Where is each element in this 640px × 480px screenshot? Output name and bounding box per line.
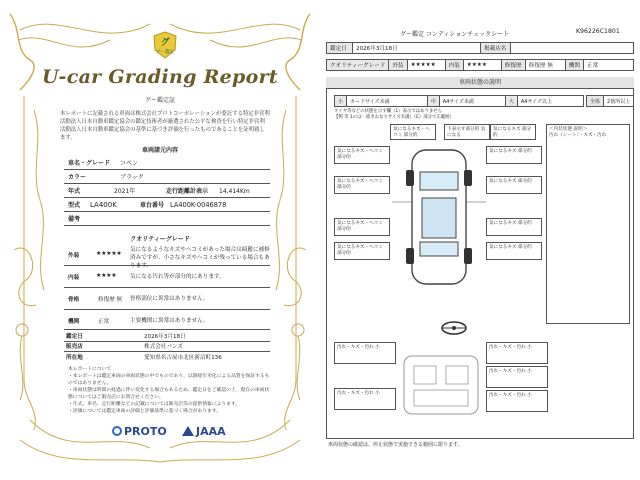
- interior-diagram: [400, 350, 482, 420]
- address-value: 愛知県名古屋市北区新沼町136: [144, 355, 222, 361]
- interior-stars: ★★★★: [463, 60, 501, 71]
- note-box-front-right: 気になるキズ 部分的: [486, 146, 542, 164]
- quality-desc: 骨格部位に異常はありません。: [130, 296, 209, 302]
- car-top-view-diagram: [392, 142, 486, 292]
- note-box-top-left: 気になるキズ・ヘコミ 部分的: [390, 124, 436, 140]
- spec-label: 車台番号: [140, 202, 165, 209]
- spec-row-model-chassis: [64, 198, 270, 212]
- quality-desc: 気になるようなキズやヘコミがあった場合は綺麗に補修済みですが、小さなキズやヘコミが残っている場合もあります。: [130, 247, 270, 269]
- report-notes: [68, 366, 273, 415]
- date-value: 2026年3月18日: [144, 334, 186, 340]
- size-large-label: 大: [505, 96, 517, 107]
- note-box-fender-left: 気になるキズ・ヘコミ 部分的: [334, 176, 390, 194]
- jaaa-mark-icon: [182, 426, 194, 436]
- date-line: [64, 332, 270, 342]
- interior-notes-text: 汚れ（シート）・キズ・汚れ: [549, 133, 607, 138]
- spec-value: コペン: [120, 160, 139, 167]
- range-whole-label: 全体: [587, 96, 604, 107]
- quality-section-title: クオリティーグレード: [130, 236, 190, 243]
- size-legend-table: [334, 95, 584, 107]
- quality-label: 外装: [68, 253, 80, 259]
- date-label: 鑑定日: [327, 43, 353, 54]
- range-multi-label: 2箇所以上: [604, 96, 634, 107]
- interior-stars: ★★★★: [96, 272, 117, 279]
- note-box-front-left: 気になるキズ・ヘコミ 部分的: [334, 146, 390, 164]
- size-medium-desc: A4サイズ未満: [439, 96, 505, 107]
- intro-text: 本レポートに記載される車両は株式会社プロトコーポレーションが委託する特定非営利活動法人日本自動車鑑定協会の鑑定技術者が厳選された公平な検査を行い特定非営利活動法人日本自動車鑑定協会の基準に基づき評価を行ったものであることを証明致します。: [60, 111, 270, 141]
- lower-note-left-2: 汚れ・キズ・汚れ 小: [334, 388, 396, 410]
- proto-logo: PROTO: [112, 425, 167, 438]
- quality-label: 内装: [68, 275, 80, 281]
- steering-wheel-icon: [440, 320, 468, 336]
- spec-row-color: [64, 170, 270, 184]
- quality-desc: 気になる汚れ等が部分的にあります。: [130, 274, 225, 280]
- spec-label: 備考: [68, 216, 81, 223]
- address-line: [64, 352, 270, 362]
- engine-value: 正常: [584, 60, 634, 71]
- sheet-header-table: [326, 42, 634, 54]
- exterior-stars: ★★★★★: [407, 60, 445, 71]
- interior-label: 内装: [445, 60, 463, 71]
- spec-value: LA400K: [90, 201, 117, 209]
- quality-row-interior: [64, 266, 270, 288]
- sheet-title: グー鑑定 コンディションチェックシート: [400, 31, 510, 38]
- spec-row-remarks: [64, 212, 270, 226]
- note-box-door-left: 気になるキズ・ヘコミ 部分的: [334, 218, 390, 236]
- address-label: 所在地: [66, 355, 83, 361]
- note-box-rear-left: 気になるキズ・ヘコミ 部分的: [334, 242, 390, 260]
- spec-label: 車名・グレード: [68, 160, 111, 167]
- svg-text:グ: グ: [160, 38, 170, 48]
- note-box-fender-right: 気になるキズ 部分的: [486, 176, 542, 194]
- dealer-label: 掲載店名: [481, 43, 511, 54]
- spec-row-year-mileage: [64, 184, 270, 198]
- sheet-footer: 車両状態の確認は、停止状態で実施できる範囲に限ります。: [328, 442, 463, 448]
- note-box-door-right: 気になるキズ 部分的: [486, 218, 542, 236]
- dealer-value: [511, 43, 634, 54]
- lower-note-left-1: 汚れ・キズ・汚れ 小: [334, 342, 396, 364]
- svg-text:グー鑑定: グー鑑定: [156, 50, 174, 55]
- spec-label: 走行距離計表示: [166, 188, 209, 195]
- spec-value: LA400K-0046878: [170, 201, 227, 209]
- engine-grade: 正常: [98, 319, 110, 325]
- exterior-label: 外装: [389, 60, 407, 71]
- diagram-title: 車両状態の説明: [326, 77, 634, 89]
- quality-row-exterior: [64, 244, 270, 269]
- spec-row-name: [64, 156, 270, 170]
- note-line: ・車両状態は時間の経過に伴い変化する場合もあるため、鑑定日をご確認の上、現在の車両状態についてはご販売店にお問合せください。: [68, 388, 270, 400]
- condition-check-sheet: [320, 0, 640, 480]
- report-subtitle: グー鑑定証: [144, 97, 175, 104]
- quality-label: 骨格: [68, 297, 80, 303]
- dealer-line: [64, 342, 270, 352]
- legend-text: タイヤ等などの状態を示す欄（1）表示ではありません 【例 等 1のは一部きわなりサイズ未満）（E）部分で広範囲）: [334, 109, 454, 120]
- date-label: 鑑定日: [66, 334, 83, 340]
- spec-label: 型式: [68, 202, 81, 209]
- quality-row-engine: [64, 310, 270, 330]
- quality-desc: 主要機関に異常はありません。: [130, 318, 209, 324]
- quality-row-frame: [64, 288, 270, 310]
- note-box-top-right: 気になるキズ 部分的: [490, 124, 536, 140]
- note-line: ・年式、車名、走行距離などの記載については販売店等の提供情報によります。: [68, 402, 241, 407]
- note-line: ・評価については鑑定車両の評価と評価基準に基づく場合があります。: [68, 409, 222, 414]
- lower-note-right-1: 汚れ・キズ・汚れ 小: [486, 342, 548, 364]
- note-line: 本レポートについて: [68, 367, 112, 372]
- size-small-desc: カードサイズ未満: [347, 96, 428, 107]
- note-box-top-center: 下表示す部分的 気になる: [444, 124, 490, 140]
- report-title: U-car Grading Report: [41, 66, 278, 88]
- lower-note-right-3: 汚れ・キズ・汚れ 小: [486, 390, 548, 412]
- spec-section-title: 車両諸元内容: [141, 147, 178, 154]
- size-large-desc: A4サイズ以上: [517, 96, 583, 107]
- exterior-stars: ★★★★★: [96, 250, 122, 257]
- jaaa-logo: JAAA: [182, 425, 226, 438]
- size-medium-label: 中: [427, 96, 439, 107]
- date-value: 2026年3月18日: [353, 43, 481, 54]
- sheet-code: K96226C1801: [576, 28, 620, 35]
- engine-label: 機関: [565, 60, 583, 71]
- grade-label: クオリティーグレード: [327, 60, 389, 71]
- grade-table: [326, 59, 634, 71]
- interior-notes-title: ＜内装状態 説明＞: [549, 127, 588, 132]
- lower-note-right-2: 汚れ・キズ・汚れ 小: [486, 366, 548, 388]
- note-line: ・本レポートは鑑定車両の車両状態の中でものであり、以降経年劣化による品質を保証するものではありません。: [68, 374, 270, 386]
- dealer-value: 株式会社バンズ: [144, 344, 183, 350]
- quality-label: 機関: [68, 319, 80, 325]
- spec-label: カラー: [68, 174, 87, 181]
- goo-kantei-badge-icon: [150, 30, 180, 60]
- dealer-label: 販売店: [66, 344, 83, 350]
- interior-notes-panel: [546, 124, 630, 324]
- size-small-label: 小: [335, 96, 347, 107]
- spec-value: 14,414Km: [219, 188, 250, 195]
- note-box-rear-right: 気になるキズ 部分的: [486, 242, 542, 260]
- frame-value: 修復歴 無: [525, 60, 565, 71]
- proto-mark-icon: [112, 426, 122, 436]
- frame-label: 修復歴: [501, 60, 525, 71]
- spec-label: 年式: [68, 188, 81, 195]
- spec-value: ブラック: [120, 174, 144, 181]
- range-legend-table: [586, 95, 634, 107]
- frame-grade: 修復歴 無: [98, 297, 123, 303]
- spec-value: 2021年: [114, 188, 136, 195]
